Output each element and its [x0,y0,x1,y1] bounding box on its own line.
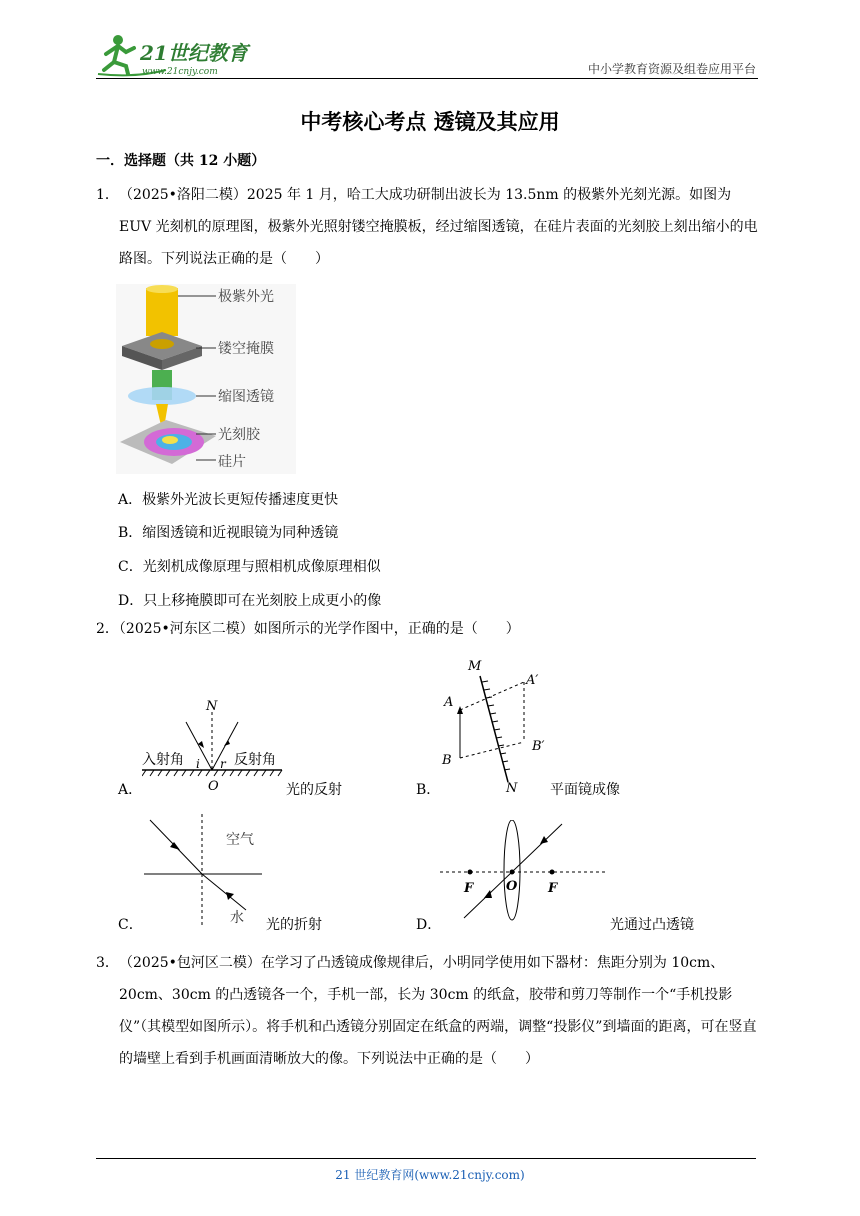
svg-text:A: A [444,695,454,710]
question-text: （2025•洛阳二模）2025 年 1 月，哈工大成功研制出波长为 13.5nm 的极紫外光刻光源。如图为 EUV 光刻机的原理图，极紫外光照射镂空掩膜板，经过缩图透镜，在硅片表面的光刻胶上刻出缩小的电路图。下列说法正确的是（ ） [119,187,758,267]
svg-text:缩图透镜: 缩图透镜 [218,389,274,405]
question-2 [96,618,764,638]
question-number: 2． [96,621,119,637]
option-a[interactable]: A．极紫外光波长更短传播速度更快 [118,492,339,508]
header-divider [96,78,758,79]
question-text: （2025•包河区二模）在学习了凸透镜成像规律后，小明同学使用如下器材：焦距分别为 10cm、20cm、30cm 的凸透镜各一个，手机一部，长为 30cm 的纸盒，胶带和剪刀等制作一个“手机投影仪”（其模型如图所示）。将手机和凸透镜分别固定在纸盒的两端，调整“投影仪”到墙面的距离，可在竖直的墙壁上看到手机画面清晰放大的像。下列说法中正确的是（ ） [119,955,757,1067]
svg-text:A′: A′ [526,673,539,688]
svg-text:镂空掩膜: 镂空掩膜 [218,341,274,357]
svg-text:B′: B′ [532,739,545,754]
svg-text:反射角: 反射角 [234,752,276,768]
svg-text:r: r [220,757,226,771]
footer-text: 21 世纪教育网(www.21cnjy.com) [335,1168,525,1182]
euv-figure [116,284,296,478]
option-letter[interactable]: C． [118,917,143,933]
svg-text:O: O [208,779,219,794]
footer-divider [96,1158,756,1159]
svg-text:B: B [442,753,452,768]
figure-2c [142,814,268,930]
figure-2a [142,698,288,798]
svg-text:www.21cnjy.com: www.21cnjy.com [142,67,218,77]
section-heading: 一．选择题（共 12 小题） [96,153,266,169]
figure-caption: 光的折射 [266,917,322,933]
svg-text:i: i [196,757,200,771]
question-3 [96,947,764,1075]
svg-text:N: N [206,699,218,714]
figure-caption: 光通过凸透镜 [610,917,694,933]
svg-text:N: N [506,781,518,794]
svg-text:空气: 空气 [226,832,254,848]
question-text: （2025•河东区二模）如图所示的光学作图中，正确的是（ ） [118,621,520,637]
svg-text:光刻胶: 光刻胶 [218,427,260,443]
question-1 [96,179,764,275]
question-number: 1． [96,187,119,203]
question-number: 3． [96,955,119,971]
platform-name: 中小学教育资源及组卷应用平台 [587,62,756,76]
svg-text:M: M [468,659,482,674]
figure-2b [438,654,548,798]
figure-caption: 平面镜成像 [550,782,620,798]
svg-text:硅片: 硅片 [218,454,246,470]
svg-text:O: O [506,879,518,894]
svg-text:入射角: 入射角 [142,752,184,768]
option-letter[interactable]: B． [416,782,441,798]
page-title: 中考核心考点 透镜及其应用 [300,109,560,134]
figure-2d [440,820,610,930]
option-b[interactable]: B．缩图透镜和近视眼镜为同种透镜 [118,525,339,541]
option-letter[interactable]: D． [416,917,442,933]
figure-caption: 光的反射 [286,782,342,798]
option-c[interactable]: C．光刻机成像原理与照相机成像原理相似 [118,559,381,575]
svg-text:F: F [548,881,558,896]
site-logo [96,32,256,80]
svg-text:水: 水 [230,910,244,926]
option-d[interactable]: D．只上移掩膜即可在光刻胶上成更小的像 [118,593,382,609]
option-letter[interactable]: A． [118,782,143,798]
svg-text:极紫外光: 极紫外光 [218,289,274,305]
svg-text:21世纪教育: 21世纪教育 [140,41,248,65]
svg-text:F: F [464,881,474,896]
